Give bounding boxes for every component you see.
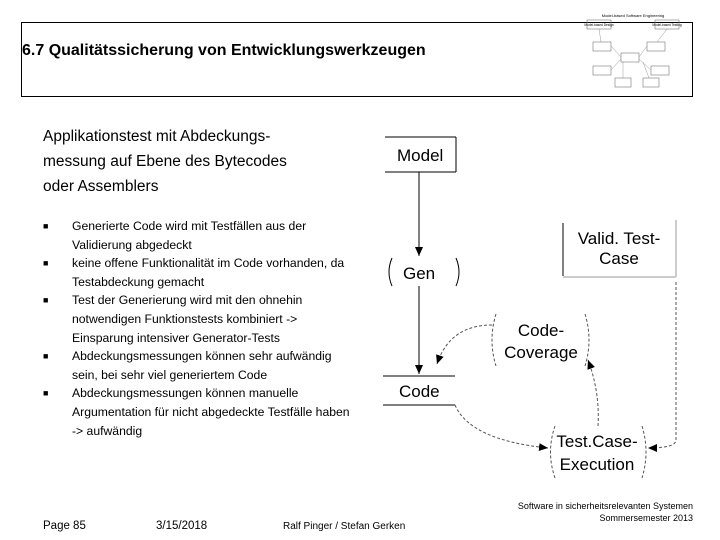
square-bullet-icon: ■ (43, 351, 49, 362)
bullet-text: keine offene Funktionalität im Code vorhanden, da Testabdeckung gemacht (72, 256, 345, 289)
code-coverage-label-1: Code- (517, 321, 565, 340)
bullet-text: Test der Generierung wird mit den ohnehin notwendigen Funktionstests kombiniert -> Einsparung intensiver Generator-Tests (72, 293, 303, 345)
test-execution-label-2: Execution (559, 455, 635, 474)
bullet-list (43, 217, 353, 440)
arrow-execution-to-coverage (588, 360, 598, 426)
square-bullet-icon: ■ (43, 295, 49, 306)
test-execution-label-1: Test.Case- (556, 432, 638, 451)
code-node (383, 376, 455, 405)
intro-line-3: oder Assemblers (43, 178, 159, 195)
code-label: Code (399, 382, 440, 401)
course-info (518, 500, 693, 524)
test-case-execution-node (551, 426, 647, 478)
square-bullet-icon: ■ (43, 221, 49, 231)
intro-line-2: messung auf Ebene des Bytecodes (43, 153, 287, 170)
page-number: Page 85 (43, 520, 86, 532)
course-title: Software in sicherheitsrelevanten Systemen (517, 501, 693, 511)
bullet-text: Abdeckungsmessungen können sehr aufwändig sein, bei sehr viel generiertem Code (72, 349, 332, 382)
arrow-coverage-to-gen (437, 325, 492, 364)
slide-title: 6.7 Qualitätssicherung von Entwicklungswerkzeugen (22, 42, 426, 59)
arrow-code-to-execution (455, 405, 548, 448)
bullet-text: Generierte Code wird mit Testfällen aus der Validierung abgedeckt (72, 219, 307, 252)
bullet-text: Abdeckungsmessungen können manuelle Argumentation für nicht abgedeckte Testfälle haben -> aufwändig (72, 386, 350, 438)
list-item (43, 217, 353, 254)
model-node (385, 137, 456, 172)
square-bullet-icon: ■ (43, 258, 49, 269)
thumb-label-left: Model-based Design (584, 23, 614, 27)
arrow-valid-test-to-execution (648, 282, 676, 448)
list-item (43, 347, 353, 384)
process-thumbnail (557, 6, 687, 92)
list-item (43, 384, 353, 440)
slide-date: 3/15/2018 (156, 520, 208, 532)
course-semester: Sommersemester 2013 (599, 513, 693, 523)
gen-label: Gen (403, 264, 436, 283)
gen-node (389, 258, 459, 286)
model-label: Model (397, 146, 444, 165)
intro-text (43, 124, 373, 199)
valid-test-label-1: Valid. Test- (577, 229, 661, 248)
list-item (43, 291, 353, 347)
list-item (43, 254, 353, 291)
intro-line-1: Applikationstest mit Abdeckungs- (43, 128, 271, 145)
code-coverage-node (492, 314, 589, 366)
thumb-label-top: Model-based Software Engineering (601, 13, 665, 18)
square-bullet-icon: ■ (43, 388, 49, 399)
valid-test-case-node (563, 220, 676, 277)
code-coverage-label-2: Coverage (504, 343, 578, 362)
slide-authors: Ralf Pinger / Stefan Gerken (283, 521, 406, 532)
valid-test-label-2: Case (599, 249, 639, 268)
thumb-label-right: Model-based Testing (652, 23, 682, 27)
